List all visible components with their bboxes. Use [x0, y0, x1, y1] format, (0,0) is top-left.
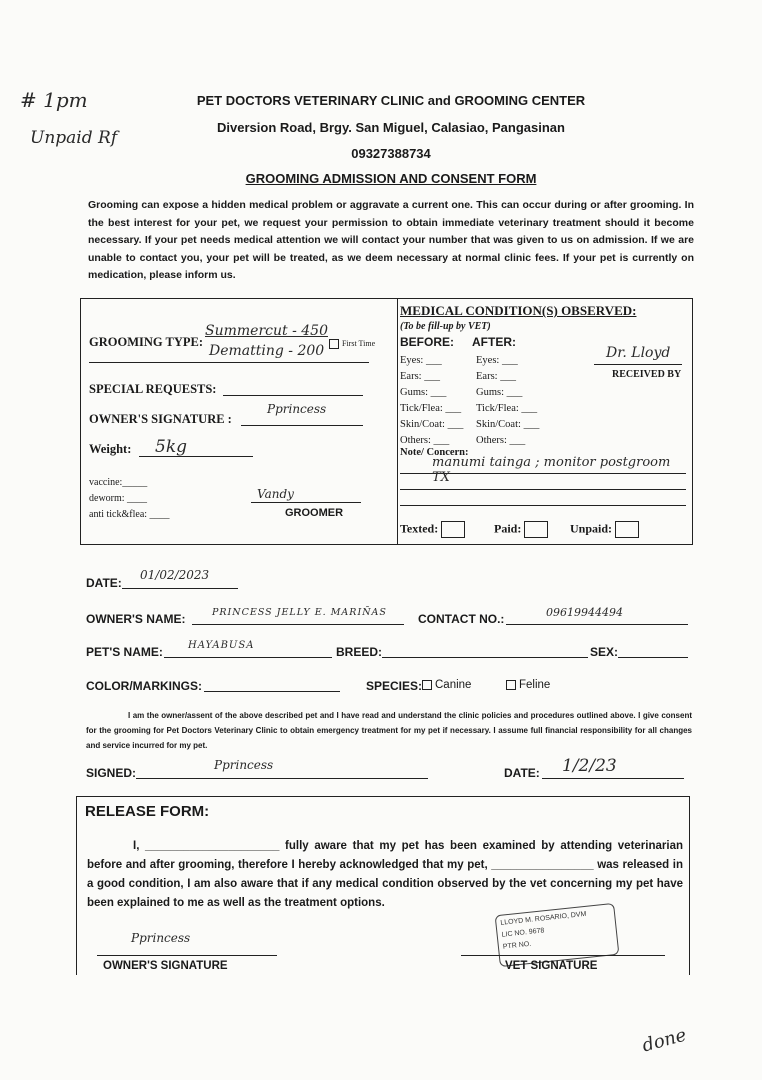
groomer-label: GROOMER — [285, 507, 344, 519]
after-row-eyes: Eyes: ___ — [476, 355, 518, 366]
before-row-eyes: Eyes: ___ — [400, 355, 442, 366]
owner-name-value: PRINCESS JELLY E. MARIÑAS — [212, 607, 387, 618]
received-by-label: RECEIVED BY — [612, 369, 682, 380]
after-label: AFTER: — [472, 335, 516, 349]
before-row-gums: Gums: ___ — [400, 387, 447, 398]
owner-name-label: OWNER'S NAME: — [86, 612, 186, 626]
canine-checkbox[interactable]: Canine — [422, 679, 471, 691]
deworm-field: deworm: ____ — [89, 493, 148, 504]
sex-label: SEX: — [590, 645, 619, 659]
first-time-checkbox[interactable]: First Time — [329, 339, 375, 349]
release-vet-signature-label: VET SIGNATURE — [505, 960, 598, 972]
pet-name-value: HAYABUSA — [188, 640, 255, 651]
margin-note-status: Unpaid Rf — [30, 128, 118, 148]
date-value: 01/02/2023 — [140, 568, 210, 582]
signed-label: SIGNED: — [86, 766, 137, 780]
after-row-ears: Ears: ___ — [476, 371, 516, 382]
groomer-value: Vandy — [257, 487, 294, 501]
signed-field[interactable] — [136, 778, 428, 779]
pet-name-field[interactable] — [164, 657, 332, 658]
vaccine-field: vaccine:_____ — [89, 477, 148, 488]
clinic-address: Diversion Road, Brgy. San Miguel, Calasiao, Pangasinan — [217, 120, 565, 135]
release-owner-signature-label: OWNER'S SIGNATURE — [103, 960, 228, 972]
texted-checkbox[interactable]: Texted: — [400, 521, 465, 538]
breed-field[interactable] — [382, 657, 588, 658]
received-by-value: Dr. Lloyd — [606, 345, 671, 361]
groomer-line — [251, 502, 361, 503]
margin-note-time: # 1pm — [20, 88, 88, 112]
owner-name-field[interactable] — [192, 624, 404, 625]
release-box — [76, 796, 690, 975]
after-row-tick: Tick/Flea: ___ — [476, 403, 538, 414]
note-line-2 — [400, 489, 686, 490]
release-owner-signature-field[interactable] — [97, 955, 277, 956]
clinic-phone: 09327388734 — [351, 146, 431, 161]
weight-value: 5kg — [155, 437, 187, 457]
release-owner-signature-mark: Pprincess — [131, 931, 191, 945]
special-requests-label: SPECIAL REQUESTS: — [89, 382, 217, 396]
consent-paragraph: I am the owner/assent of the above described pet and I have read and understand the clinic policies and procedures outlined above. I give consent for the grooming for Pet Doctors Veterinary Clinic to obtain emergency treatment for my pet if necessary. I assume full financial responsibility for all changes and service incurred for my pet. — [86, 711, 692, 750]
before-row-skin: Skin/Coat: ___ — [400, 419, 464, 430]
medical-title: MEDICAL CONDITION(S) OBSERVED: — [400, 303, 637, 318]
vet-stamp: LLOYD M. ROSARIO, DVM LIC NO. 9678 PTR NO. — [495, 903, 620, 967]
margin-note-done: done — [640, 1024, 689, 1057]
date-label: DATE: — [86, 576, 122, 590]
breed-label: BREED: — [336, 645, 383, 659]
after-rows — [476, 353, 539, 449]
grooming-type-label: GROOMING TYPE: — [89, 335, 204, 349]
before-rows — [400, 353, 463, 449]
signed-date-value: 1/2/23 — [562, 756, 617, 776]
signed-date-label: DATE: — [504, 766, 540, 780]
before-row-ears: Ears: ___ — [400, 371, 440, 382]
grooming-box — [80, 298, 398, 545]
contact-label: CONTACT NO.: — [418, 612, 505, 626]
received-by-line — [594, 364, 682, 365]
before-row-tick: Tick/Flea: ___ — [400, 403, 462, 414]
clinic-name: PET DOCTORS VETERINARY CLINIC and GROOMING CENTER — [196, 93, 586, 108]
grooming-type-value-1: Summercut - 450 — [205, 323, 328, 339]
release-vet-signature-field[interactable] — [461, 955, 665, 956]
before-row-others: Others: ___ — [400, 435, 450, 446]
species-label: SPECIES: — [366, 679, 423, 693]
intro-paragraph: Grooming can expose a hidden medical problem or aggravate a current one. This can occur during or after grooming. In the best interest for your pet, we request your permission to obtain immediate veterinary treatment should it become necessary. If your pet needs medical attention we will contact your number that was given to us on admission. If we are unable to contact you, your pet will be treated, as we deem necessary at normal clinic fees. If your pet is currently on medication, please inform us. — [88, 199, 694, 281]
after-row-others: Others: ___ — [476, 435, 526, 446]
release-text: I, _____________________ fully aware that my pet has been examined by attending veterinarian before and after grooming, therefore I hereby acknowledged that my pet, ________________ was released in a good condition, I am also aware that if any medical condition observed by the vet concerning my pet have been explained to me as well as the treatment options. — [87, 840, 683, 909]
contact-field[interactable] — [506, 624, 688, 625]
date-field[interactable] — [122, 588, 238, 589]
weight-label: Weight: — [89, 442, 132, 456]
grooming-type-line — [89, 362, 369, 363]
pet-name-label: PET'S NAME: — [86, 645, 163, 659]
antitick-field: anti tick&flea: ____ — [89, 509, 170, 520]
grooming-type-value-2: Dematting - 200 — [209, 343, 325, 359]
unpaid-checkbox[interactable]: Unpaid: — [570, 521, 639, 538]
release-title: RELEASE FORM: — [85, 803, 210, 820]
contact-value: 09619944494 — [546, 606, 623, 619]
special-requests-field[interactable] — [223, 395, 363, 396]
medical-subtitle: (To be fill-up by VET) — [400, 321, 491, 332]
feline-checkbox[interactable]: Feline — [506, 679, 550, 691]
signed-value: Pprincess — [214, 758, 274, 772]
medical-box — [396, 298, 693, 545]
paid-checkbox[interactable]: Paid: — [494, 521, 548, 538]
signed-date-field[interactable] — [542, 778, 684, 779]
after-row-gums: Gums: ___ — [476, 387, 523, 398]
sex-field[interactable] — [618, 657, 688, 658]
owner-signature-label: OWNER'S SIGNATURE : — [89, 412, 232, 426]
color-markings-label: COLOR/MARKINGS: — [86, 679, 202, 693]
form-title: GROOMING ADMISSION AND CONSENT FORM — [245, 171, 537, 186]
before-label: BEFORE: — [400, 335, 454, 349]
color-markings-field[interactable] — [204, 691, 340, 692]
after-row-skin: Skin/Coat: ___ — [476, 419, 540, 430]
note-label: Note/ Concern: — [400, 447, 469, 458]
owner-signature-field[interactable] — [241, 425, 363, 426]
note-line-3 — [400, 505, 686, 506]
owner-signature-value: Pprincess — [267, 402, 327, 416]
note-value: manumi tainga ; monitor postgroom TX — [432, 455, 671, 485]
